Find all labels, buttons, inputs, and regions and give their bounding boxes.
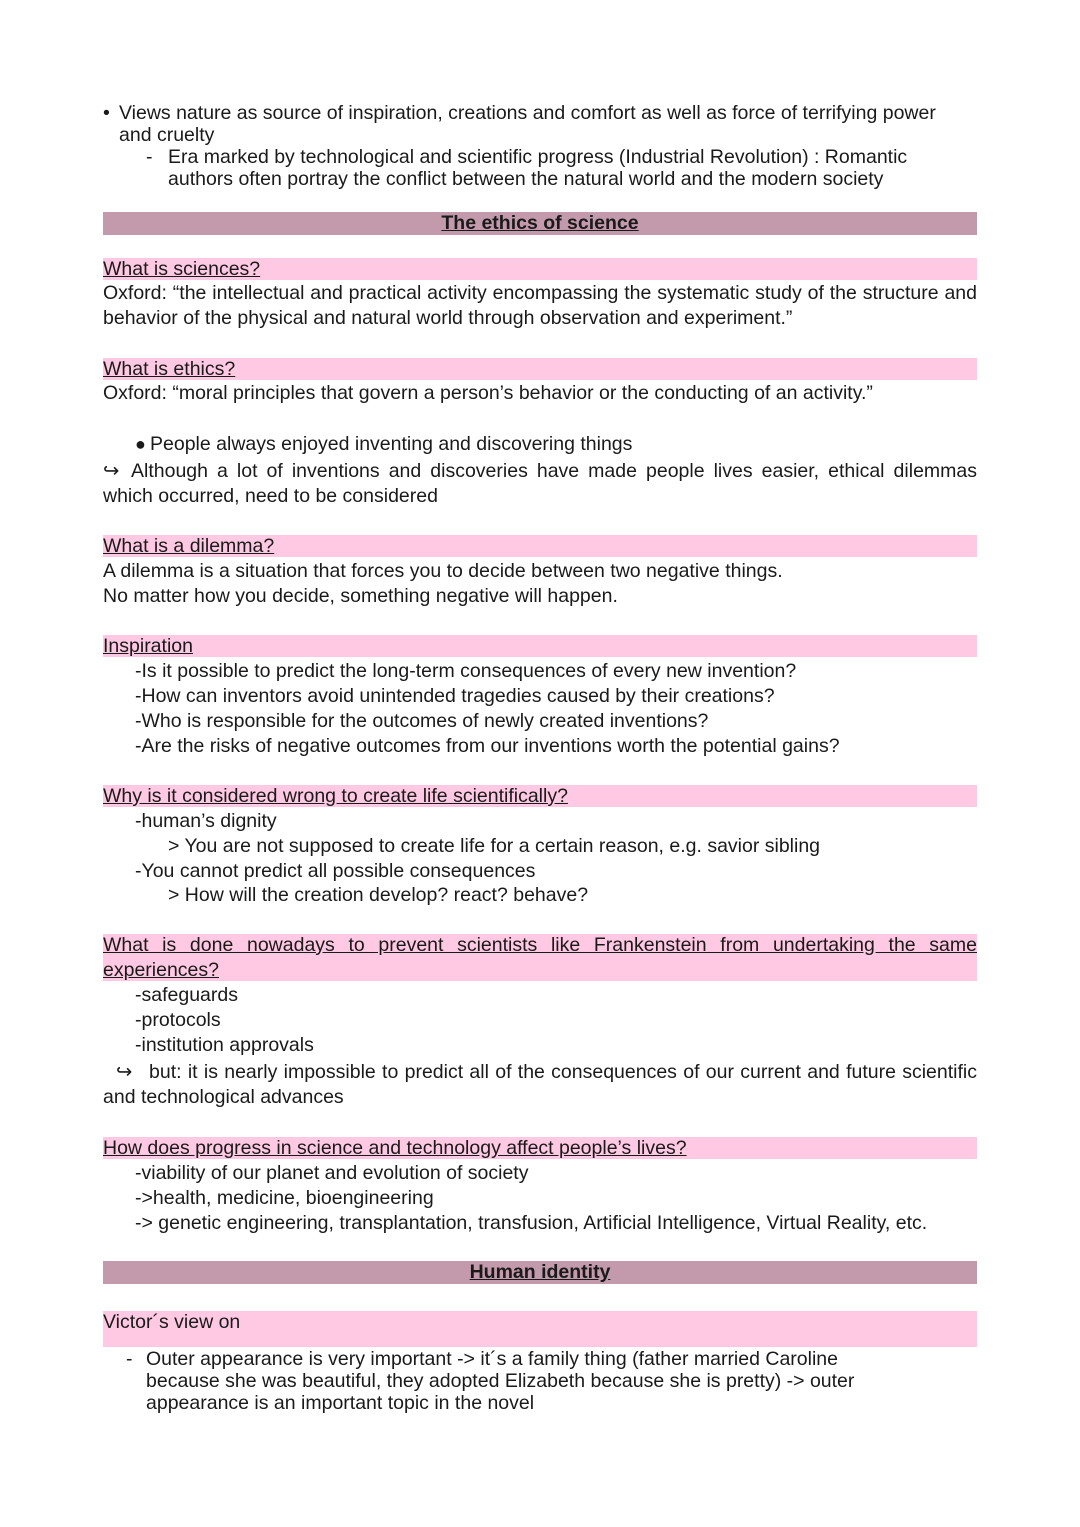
dilemma-line-2: No matter how you decide, something negative will happen. xyxy=(103,585,618,607)
victor-line-1: Outer appearance is very important -> it´s a family thing (father married Caroline xyxy=(146,1348,838,1370)
heading-what-is-done-line-2: experiences? xyxy=(103,959,219,981)
wrong-item-2: -You cannot predict all possible consequences xyxy=(135,860,536,882)
inventing-bullet-text: People always enjoyed inventing and discovering things xyxy=(150,433,633,455)
dilemma-line-1: A dilemma is a situation that forces you to decide between two negative things. xyxy=(103,560,783,582)
prevent-item: -safeguards xyxy=(135,984,238,1006)
progress-item: -viability of our planet and evolution of society xyxy=(135,1162,529,1184)
inventing-arrow-span: Although a lot of inventions and discoveries have made people lives easier, ethical dilemmas which occurred, need to be considered xyxy=(103,460,977,507)
victor-line-3: appearance is an important topic in the novel xyxy=(146,1392,535,1414)
inspiration-item: -Are the risks of negative outcomes from our inventions worth the potential gains? xyxy=(135,735,840,757)
dash-icon: - xyxy=(126,1348,133,1370)
intro-bullet-continuation: and cruelty xyxy=(119,124,215,146)
return-arrow-icon: ↪ xyxy=(116,1061,133,1083)
intro-sub-line-1: Era marked by technological and scientific progress (Industrial Revolution) : Romantic xyxy=(168,146,908,168)
section-title-text: Human identity xyxy=(469,1261,611,1283)
heading-why-wrong: Why is it considered wrong to create life scientifically? xyxy=(103,785,568,807)
heading-what-is-dilemma: What is a dilemma? xyxy=(103,535,275,557)
section-title-ethics-of-science xyxy=(103,212,977,235)
heading-prevent-span: What is done nowadays to prevent scientists like Frankenstein from undertaking the same xyxy=(103,934,977,956)
inventing-arrow-text xyxy=(103,459,977,509)
heading-progress: How does progress in science and technology affect people’s lives? xyxy=(103,1137,687,1159)
prevent-arrow-text xyxy=(103,1060,977,1110)
intro-bullet-text: Views nature as source of inspiration, creations and comfort as well as force of terrifying power xyxy=(119,102,936,124)
inspiration-item: -Who is responsible for the outcomes of newly created inventions? xyxy=(135,710,709,732)
wrong-item-2-sub: > How will the creation develop? react? behave? xyxy=(168,884,589,906)
heading-what-is-science: What is sciences? xyxy=(103,258,261,280)
heading-what-is-ethics: What is ethics? xyxy=(103,358,236,380)
section-title-human-identity xyxy=(103,1261,977,1284)
wrong-item-1-sub: > You are not supposed to create life for a certain reason, e.g. savior sibling xyxy=(168,835,821,857)
progress-item: -> genetic engineering, transplantation, transfusion, Artificial Intelligence, Virtual Reality, etc. xyxy=(135,1212,928,1234)
dash-icon: - xyxy=(146,146,153,168)
heading-victor-view: Victor´s view on xyxy=(103,1311,241,1333)
wrong-item-1: -human’s dignity xyxy=(135,810,277,832)
filled-bullet-icon: ● xyxy=(135,434,146,454)
intro-sub-line-2: authors often portray the conflict between the natural world and the modern society xyxy=(168,168,884,190)
science-definition: Oxford: “the intellectual and practical activity encompassing the systematic study of the structure and behavior of the physical and natural world through observation and experiment.” xyxy=(103,282,977,329)
prevent-arrow-span: but: it is nearly impossible to predict all of the consequences of our current and future scientific and technological advances xyxy=(103,1061,977,1108)
inspiration-item: -Is it possible to predict the long-term consequences of every new invention? xyxy=(135,660,797,682)
heading-highlight xyxy=(103,635,977,657)
heading-what-is-done-line-1 xyxy=(103,934,977,956)
section-title-text: The ethics of science xyxy=(441,212,639,234)
ethics-definition: Oxford: “moral principles that govern a person’s behavior or the conducting of an activity.” xyxy=(103,382,873,404)
heading-inspiration: Inspiration xyxy=(103,635,193,657)
prevent-item: -protocols xyxy=(135,1009,221,1031)
victor-line-2: because she was beautiful, they adopted Elizabeth because she is pretty) -> outer xyxy=(146,1370,855,1392)
bullet-dot-icon: • xyxy=(103,102,110,124)
inspiration-item: -How can inventors avoid unintended tragedies caused by their creations? xyxy=(135,685,775,707)
prevent-item: -institution approvals xyxy=(135,1034,314,1056)
return-arrow-icon: ↪ xyxy=(103,460,120,482)
progress-item: ->health, medicine, bioengineering xyxy=(135,1187,434,1209)
